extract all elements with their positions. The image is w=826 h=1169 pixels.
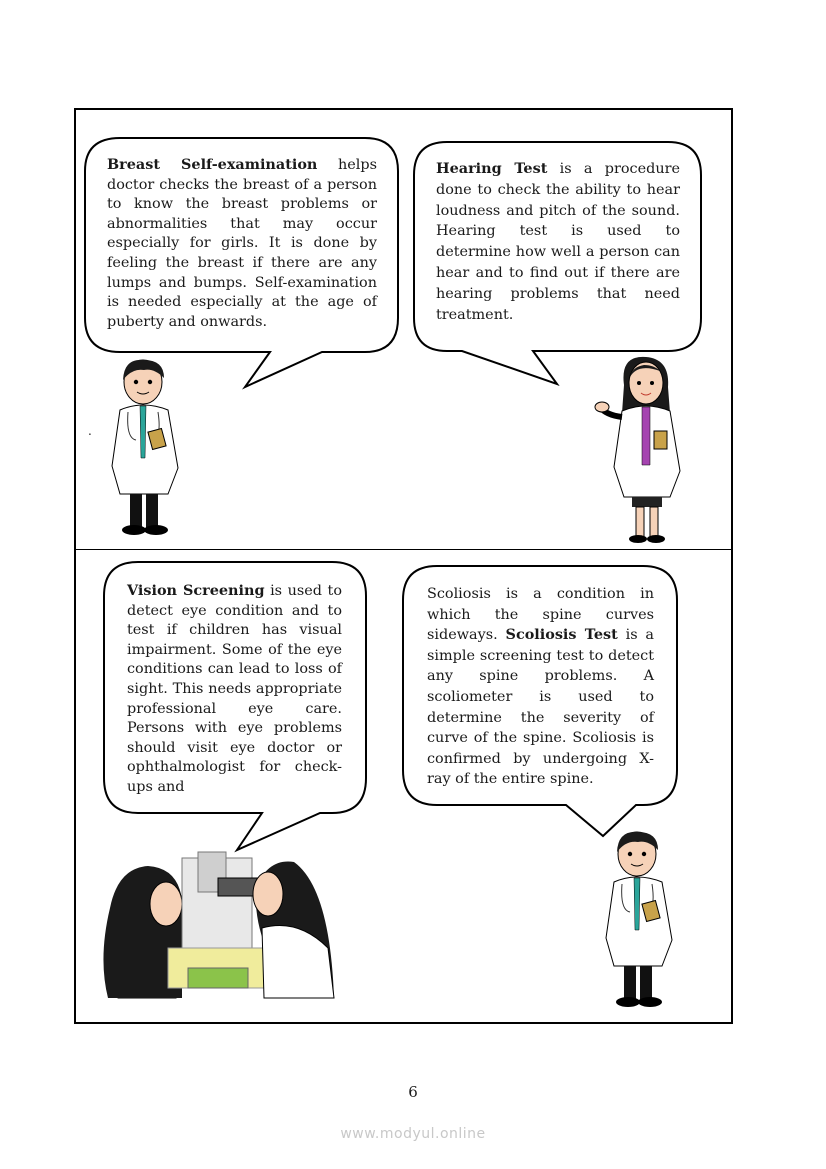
male-doctor-figure xyxy=(106,358,186,538)
vision-screening-term: Vision Screening xyxy=(127,582,265,599)
watermark: www.modyul.online xyxy=(340,1126,486,1142)
eye-exam-illustration xyxy=(98,848,338,1000)
breast-exam-term: Breast Self-examination xyxy=(107,156,318,173)
scoliosis-test-term: Scoliosis Test xyxy=(505,626,618,644)
male-doctor-figure-2 xyxy=(600,830,680,1010)
scoliosis-text xyxy=(427,584,654,790)
breast-exam-body: helps doctor checks the breast of a person to know the breast problems or abnormalities that may occur especially for girls. It is done by feeling the breast if there are any lumps and bumps. Self-examination is needed especially at the age of puberty and onwards. xyxy=(107,157,377,330)
scoliosis-intro: Scoliosis is a condition in which the spine curves sideways. xyxy=(427,586,654,644)
vision-screening-body: is used to detect eye condition and to test if children has visual impairment. Some of the eye conditions can lead to loss of sight. This needs appropriate professional eye care. Persons with eye problems should visit eye doctor or ophthalmologist for check-ups and xyxy=(127,583,342,795)
page-number: 6 xyxy=(408,1083,418,1101)
hearing-test-term: Hearing Test xyxy=(436,160,548,177)
stray-dot: . xyxy=(88,424,92,438)
female-doctor-figure xyxy=(594,355,686,547)
scoliosis-body: is a simple screening test to detect any spine problems. A scoliometer is used to determine the severity of curve of the spine. Scoliosis is confirmed by undergoing X-ray of the entire spine. xyxy=(427,627,654,788)
hearing-test-body: is a procedure done to check the ability to hear loudness and pitch of the sound. Hearing test is used to determine how well a person can hear and to find out if there are hearing problems that need treatment. xyxy=(436,161,680,323)
